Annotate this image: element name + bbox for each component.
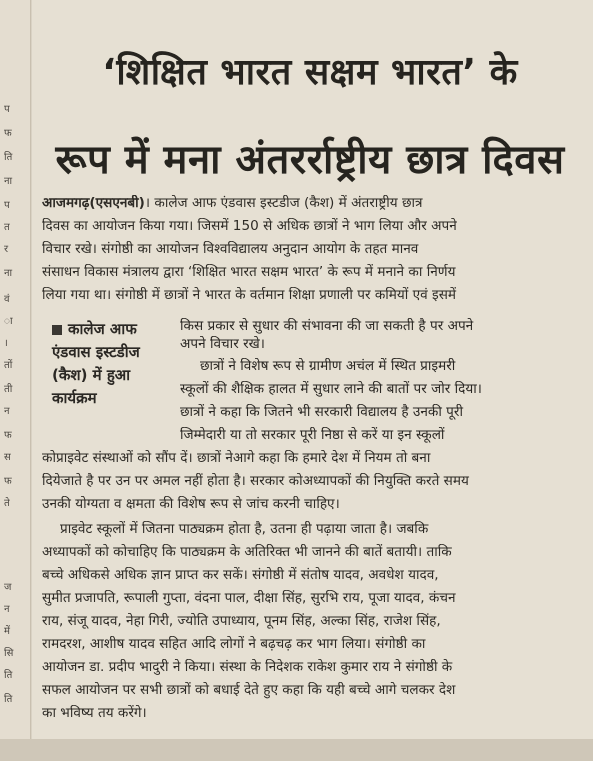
body-line: प्राइवेट स्कूलों में जितना पाठ्यक्रम होता है, उतना ही पढ़ाया जाता है। जबकि	[60, 521, 429, 537]
body-text: । कालेज आफ एंडवास इस्टडीज (कैश) में अंतराष्ट्रीय छात्र	[144, 195, 423, 211]
body-line: सफल आयोजन पर सभी छात्रों को बधाई देते हुए कहा कि यही बच्चे आगे चलकर देश	[42, 682, 456, 698]
pull-quote-line: कालेज आफ	[52, 318, 174, 341]
margin-char: स	[4, 452, 11, 463]
margin-char: ा	[4, 316, 13, 327]
body-line: स्कूलों की शैक्षिक हालत में सुधार लाने की बातों पर जोर दिया।	[180, 381, 482, 397]
margin-char: र	[4, 244, 9, 255]
margin-char: सि	[4, 648, 14, 659]
margin-char: ना	[4, 268, 13, 279]
body-line: कोप्राइवेट संस्थाओं को सौंप दें। छात्रों नेआगे कहा कि हमारे देश में नियम तो बना	[42, 450, 431, 466]
margin-char: ती	[4, 384, 13, 395]
body-line: छात्रों ने विशेष रूप से ग्रामीण अचंल में स्थित प्राइमरी	[200, 358, 456, 374]
margin-char: फ	[4, 128, 12, 139]
headline-line-2: रूप में मना अंतरर्राष्ट्रीय छात्र दिवस	[55, 137, 565, 183]
body-line: बच्चे अधिकसे अधिक ज्ञान प्राप्त कर सकें। संगोष्ठी में संतोष यादव, अवधेश यादव,	[42, 567, 439, 583]
page-bottom-edge	[0, 739, 593, 761]
margin-char: ।	[4, 338, 8, 349]
body-line: अध्यापकों को कोचाहिए कि पाठ्यक्रम के अतिरिक्त भी जानने की बातें बतायी। ताकि	[42, 544, 452, 560]
margin-char: न	[4, 604, 10, 615]
body-line: आयोजन डा. प्रदीप भादुरी ने किया। संस्था के निदेशक राकेश कुमार राय ने संगोष्ठी के	[42, 659, 453, 675]
body-line: संसाधन विकास मंत्रालय द्वारा ‘शिक्षित भारत सक्षम भारत’ के रूप में मनाने का निर्णय	[42, 264, 456, 280]
headline-line-1: ‘शिक्षित भारत सक्षम भारत’ के	[102, 52, 518, 93]
body-line: राय, संजू यादव, नेहा गिरी, ज्योति उपाध्याय, पूनम सिंह, अल्का सिंह, राजेश सिंह,	[42, 613, 441, 629]
pull-quote-line: कार्यक्रम	[52, 389, 97, 407]
margin-char: ना	[4, 176, 13, 187]
margin-char: वं	[4, 294, 10, 305]
margin-char: ति	[4, 694, 13, 705]
square-bullet-icon	[52, 325, 62, 335]
margin-char: ते	[4, 498, 10, 509]
margin-char: फ	[4, 430, 12, 441]
margin-char: तों	[4, 360, 13, 371]
margin-char: न	[4, 406, 10, 417]
dateline: आजमगढ़(एसएनबी)	[42, 195, 145, 211]
body-line	[42, 195, 582, 212]
pull-quote-line: (कैश) में हुआ	[52, 366, 131, 384]
body-line: दिवस का आयोजन किया गया। जिसमें 150 से अधिक छात्रों ने भाग लिया और अपने	[42, 218, 457, 234]
margin-char: ति	[4, 670, 13, 681]
body-line: विचार रखे। संगोष्ठी का आयोजन विश्वविद्यालय अनुदान आयोग के तहत मानव	[42, 241, 419, 257]
body-line: दियेजाते है पर उन पर अमल नहीं होता है। सरकार कोअध्यापकों की नियुक्ति करते समय	[42, 473, 469, 489]
body-line: जिम्मेदारी या तो सरकार पूरी निष्ठा से करें या इन स्कूलों	[180, 427, 445, 443]
margin-char: फ	[4, 476, 12, 487]
body-line: सुमीत प्रजापति, रूपाली गुप्ता, वंदना पाल, दीक्षा सिंह, सुरभि राय, पूजा यादव, कंचन	[42, 590, 456, 606]
pull-quote-box	[52, 318, 174, 414]
body-line: किस प्रकार से सुधार की संभावना की जा सकती है पर अपने	[180, 318, 474, 334]
body-line: लिया गया था। संगोष्ठी में छात्रों ने भारत के वर्तमान शिक्षा प्रणाली पर कमियों एवं इसमें	[42, 287, 457, 303]
body-line: छात्रों ने कहा कि जितने भी सरकारी विद्यालय है उनकी पूरी	[180, 404, 463, 420]
adjacent-column-strip	[0, 0, 31, 761]
margin-char: में	[4, 626, 10, 637]
body-line: का भविष्य तय करेंगे।	[42, 705, 147, 721]
body-line: अपने विचार रखे।	[180, 336, 265, 352]
margin-char: ज	[4, 582, 12, 593]
body-line: रामदरश, आशीष यादव सहित आदि लोगों ने बढ़चढ़ कर भाग लिया। संगोष्ठी का	[42, 636, 426, 652]
margin-char: प	[4, 200, 10, 211]
margin-char: प	[4, 104, 10, 115]
body-line: उनकी योग्यता व क्षमता की विशेष रूप से जांच करनी चाहिए।	[42, 496, 340, 512]
pull-quote-line: एंडवास इस्टडीज	[52, 343, 140, 361]
margin-char: ति	[4, 152, 13, 163]
margin-char: त	[4, 222, 10, 233]
